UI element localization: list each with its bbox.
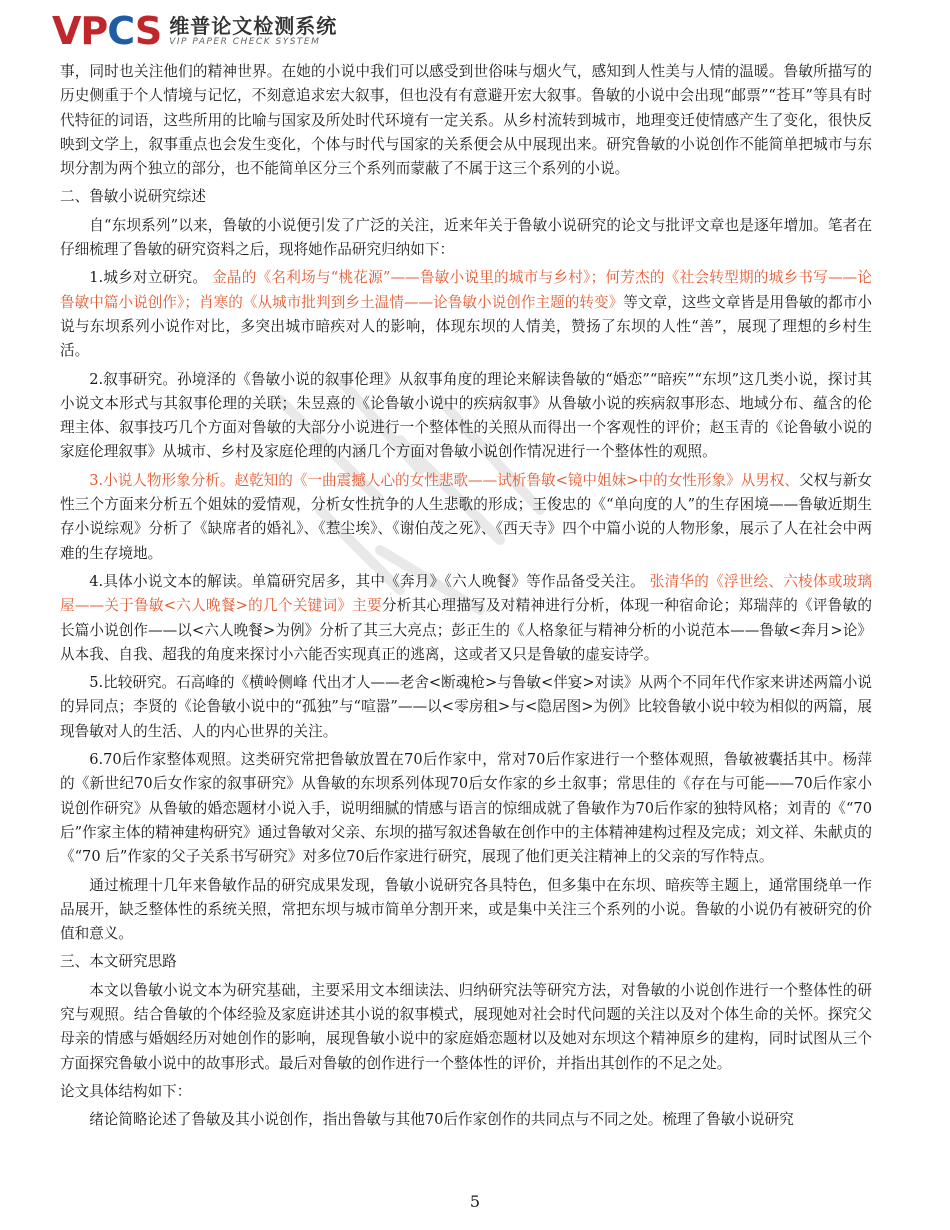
- document-body: [60, 60, 872, 1136]
- structure-heading: 论文具体结构如下：: [60, 1082, 192, 1100]
- paragraph-text-reading: 4.具体小说文本的解读。单篇研究居多，其中《奔月》《六人晚餐》等作品备受关注。 张清华的《浮世绘、六棱体或玻璃屋——关于鲁敏<六人晚餐>的几个关键词》主要分析其心理描写及对精神进行分析，体现一种宿命论；郑瑞萍的《评鲁敏的长篇小说创作——以<六人晚餐>为例》分析了其三大亮点；彭正生的《人格象征与精神分析的小说范本——鲁敏<奔月>论》从本我、自我、超我的角度来探讨小六能否实现真正的逃离，这或者又只是鲁敏的虚妄诗学。: [60, 572, 872, 663]
- logo-text: [169, 15, 337, 47]
- paragraph-introduction: 绪论简略论述了鲁敏及其小说创作，指出鲁敏与其他70后作家创作的共同点与不同之处。梳理了鲁敏小说研究: [89, 1111, 794, 1129]
- paragraph: 自“东坝系列”以来，鲁敏的小说便引发了广泛的关注，近来年关于鲁敏小说研究的论文与批评文章也是逐年增加。笔者在仔细梳理了鲁敏的研究资料之后，现将她作品研究归纳如下：: [60, 216, 872, 259]
- vpcs-logo: [52, 10, 337, 52]
- paragraph-narrative: 2.叙事研究。孙境泽的《鲁敏小说的叙事伦理》从叙事角度的理论来解读鲁敏的“婚恋”“暗疾”“东坝”这几类小说，探讨其小说文本形式与其叙事伦理的关联；朱昱熹的《论鲁敏小说中的疾病叙事》从鲁敏小说的疾病叙事形态、地域分布、蕴含的伦理主体、叙事技巧几个方面对鲁敏的大部分小说进行一个整体性的关照从而得出一个客观性的评价；赵玉青的《论鲁敏小说的家庭伦理叙事》从城市、乡村及家庭伦理的内涵几个方面对鲁敏小说创作情况进行一个整体性的观照。: [60, 370, 872, 461]
- logo-chinese-name: 维普论文检测系统: [169, 14, 338, 38]
- section-heading: 三、本文研究思路: [60, 953, 177, 971]
- highlighted-text: 金晶的《名利场与“桃花源”——鲁敏小说里的城市与乡村》；何芳杰的《社会转型期的城乡书写——论鲁敏中篇小说创作》；肖寒的《从城市批判到乡土温情——论鲁敏小说创作主题的转变》: [60, 269, 872, 311]
- highlighted-text: 3.小说人物形象分析。赵乾知的《一曲震撼人心的女性悲歌——试析鲁敏<镜中姐妹>中的女性形象》从男权、: [89, 471, 799, 489]
- paragraph: 事，同时也关注他们的精神世界。在她的小说中我们可以感受到世俗味与烟火气，感知到人性美与人情的温暖。鲁敏所描写的历史侧重于个人情境与记忆，不刻意追求宏大叙事，但也没有有意避开宏大叙事。鲁敏的小说中会出现“邮票”“苍耳”等具有时代特征的词语，这些所用的比喻与国家及所处时代环境有一定关系。从乡村流转到城市，地理变迁使情感产生了变化，很快反映到文学上，叙事重点也会发生变化，个体与时代与国家的关系便会从中展现出来。研究鲁敏的小说创作不能简单把城市与东坝分割为两个独立的部分，也不能简单区分三个系列而蒙蔽了不属于这三个系列的小说。: [60, 63, 872, 178]
- paragraph-70s-writers: 6.70后作家整体观照。这类研究常把鲁敏放置在70后作家中，常对70后作家进行一个整体观照，鲁敏被囊括其中。杨萍的《新世纪70后女作家的叙事研究》从鲁敏的东坝系列体现70后女作家的乡土叙事；常思佳的《存在与可能——70后作家小说创作研究》从鲁敏的婚恋题材小说入手，说明细腻的情感与语言的惊细成就了鲁敏作为70后作家的独特风格；刘青的《“70后”作家主体的精神建构研究》通过鲁敏对父亲、东坝的描写叙述鲁敏在创作中的主体精神建构过程及完成；刘文祥、朱献贞的《“70 后”作家的父子关系书写研究》对多位70后作家进行研究，展现了他们更关注精神上的父亲的写作特点。: [60, 751, 872, 866]
- paragraph-urban-rural: 1.城乡对立研究。 金晶的《名利场与“桃花源”——鲁敏小说里的城市与乡村》；何芳杰的《社会转型期的城乡书写——论鲁敏中篇小说创作》；肖寒的《从城市批判到乡土温情——论鲁敏小说创作主题的转变》等文章，这些文章皆是用鲁敏的都市小说与东坝系列小说作对比，多突出城市暗疾对人的影响，体现东坝的人情美，赞扬了东坝的人性“善”，展现了理想的乡村生活。: [60, 269, 872, 360]
- section-heading: 二、鲁敏小说研究综述: [60, 188, 206, 206]
- paragraph-approach: 本文以鲁敏小说文本为研究基础，主要采用文本细读法、归纳研究法等研究方法，对鲁敏的小说创作进行一个整体性的研究与观照。结合鲁敏的个体经验及家庭讲述其小说的叙事模式，展现她对社会时代问题的关注以及对个体生命的关怀。探究父母亲的情感与婚姻经历对她创作的影响，展现鲁敏小说中的家庭婚恋题材以及她对东坝这个精神原乡的建构，同时试图从三个方面探究鲁敏小说中的故事形式。最后对鲁敏的创作进行一个整体性的评价，并指出其创作的不足之处。: [60, 981, 872, 1072]
- paragraph-comparison: 5.比较研究。石高峰的《横岭侧峰 代出才人——老舍<断魂枪>与鲁敏<伴宴>对读》从两个不同年代作家来讲述两篇小说的异同点；李贤的《论鲁敏小说中的“孤独”与“喧嚣”——以<零房租>与<隐居图>为例》比较鲁敏小说中较为相似的两篇，展现鲁敏对人的生活、人的内心世界的关注。: [60, 674, 872, 740]
- paragraph-characters: 3.小说人物形象分析。赵乾知的《一曲震撼人心的女性悲歌——试析鲁敏<镜中姐妹>中的女性形象》从男权、父权与新女性三个方面来分析五个姐妹的爱情观，分析女性抗争的人生悲歌的形成；王俊忠的《“单向度的人”的生存困境——鲁敏近期生存小说综观》分析了《缺席者的婚礼》、《惹尘埃》、《谢伯茂之死》、《西天寺》四个中篇小说的人物形象，展示了人在社会中两难的生存境地。: [60, 471, 872, 562]
- paragraph-summary: 通过梳理十几年来鲁敏作品的研究成果发现，鲁敏小说研究各具特色，但多集中在东坝、暗疾等主题上，通常围绕单一作品展开，缺乏整体性的系统关照，常把东坝与城市简单分割开来，或是集中关注三个系列的小说。鲁敏的小说仍有被研究的价值和意义。: [60, 876, 872, 943]
- logo-english-name: VIP PAPER CHECK SYSTEM: [169, 37, 321, 47]
- highlighted-text: 张清华的《浮世绘、六棱体或玻璃屋——关于鲁敏<六人晚餐>的几个关键词》主要: [60, 572, 872, 615]
- logo-mark: VPCS: [52, 9, 162, 53]
- page-number: 5: [469, 1192, 481, 1211]
